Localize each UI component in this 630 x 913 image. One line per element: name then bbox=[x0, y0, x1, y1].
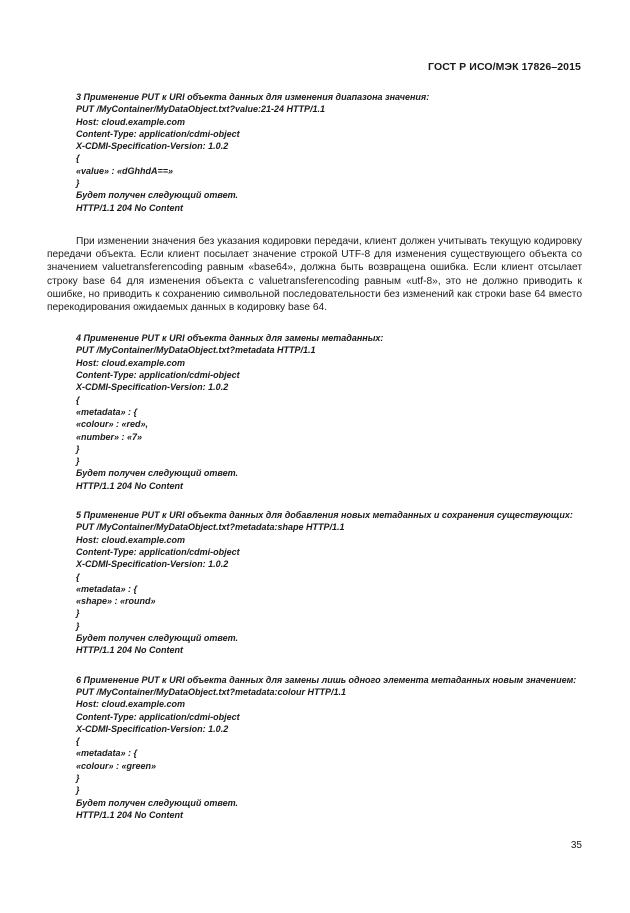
code-line: Content-Type: application/cdmi-object bbox=[76, 128, 240, 139]
example-4 bbox=[47, 332, 582, 492]
code-line: Content-Type: application/cdmi-object bbox=[76, 370, 240, 381]
code-line: HTTP/1.1 204 No Content bbox=[76, 809, 184, 820]
code-line: PUT /MyContainer/MyDataObject.txt?metadata HTTP/1.1 bbox=[76, 345, 316, 356]
code-line: } bbox=[76, 772, 80, 783]
code-line: «shape» : «round» bbox=[76, 596, 156, 607]
code-line: Будет получен следующий ответ. bbox=[76, 468, 238, 479]
code-line: «number» : «7» bbox=[76, 431, 143, 442]
code-line: X-CDMI-Specification-Version: 1.0.2 bbox=[76, 382, 229, 393]
code-line: Будет получен следующий ответ. bbox=[76, 633, 238, 644]
code-line: HTTP/1.1 204 No Content bbox=[76, 480, 184, 491]
page-content bbox=[47, 91, 582, 838]
code-line: Host: cloud.example.com bbox=[76, 357, 186, 368]
body-paragraph: При изменении значения без указания кодировки передачи, клиент должен учитывать текущую кодировку передачи объекта. Если клиент посылает значение строкой UTF-8 для изменения существующего объекта со значением valuetransferencoding равным «base64», должна быть возвращена ошибка. Если клиент отсылает строку base 64 для изменения объекта с valuetransferencoding равным «utf-8», это не должно приводить к ошибке, но приводить к сохранению символьной последовательности без изменений как строки base 64 вместо перекодирования ожидаемых данных в кодировку base 64. bbox=[47, 235, 582, 313]
example-heading: 3 Применение PUT к URI объекта данных для изменения диапазона значения: bbox=[76, 92, 430, 102]
code-line: } bbox=[76, 785, 80, 796]
code-line: { bbox=[76, 571, 80, 582]
page-number: 35 bbox=[570, 840, 582, 851]
code-line: } bbox=[76, 620, 80, 631]
code-line: X-CDMI-Specification-Version: 1.0.2 bbox=[76, 141, 229, 152]
example-6 bbox=[47, 674, 582, 822]
code-line: { bbox=[76, 394, 80, 405]
example-heading: 5 Применение PUT к URI объекта данных для добавления новых метаданных и сохранения существующих: bbox=[76, 510, 573, 521]
code-line: } bbox=[76, 608, 80, 619]
code-line: } bbox=[76, 178, 80, 189]
example-5 bbox=[47, 509, 582, 657]
code-line: { bbox=[76, 736, 80, 747]
code-line: PUT /MyContainer/MyDataObject.txt?metadata:colour HTTP/1.1 bbox=[76, 686, 347, 697]
code-line: «metadata» : { bbox=[76, 748, 138, 759]
code-line: X-CDMI-Specification-Version: 1.0.2 bbox=[76, 723, 229, 734]
code-line: «metadata» : { bbox=[76, 406, 138, 417]
document-header: ГОСТ Р ИСО/МЭК 17826–2015 bbox=[428, 61, 581, 73]
code-line: «colour» : «red», bbox=[76, 419, 149, 430]
code-line: Host: cloud.example.com bbox=[76, 699, 186, 710]
code-line: PUT /MyContainer/MyDataObject.txt?metadata:shape HTTP/1.1 bbox=[76, 522, 345, 533]
code-line: } bbox=[76, 443, 80, 454]
example-3 bbox=[47, 91, 582, 214]
code-line: «metadata» : { bbox=[76, 583, 138, 594]
code-line: «colour» : «green» bbox=[76, 760, 157, 771]
code-line: PUT /MyContainer/MyDataObject.txt?value:21-24 HTTP/1.1 bbox=[76, 104, 326, 115]
code-line: Будет получен следующий ответ. bbox=[76, 797, 238, 808]
code-line: X-CDMI-Specification-Version: 1.0.2 bbox=[76, 559, 229, 570]
code-line: Будет получен следующий ответ. bbox=[76, 190, 238, 201]
code-line: Content-Type: application/cdmi-object bbox=[76, 546, 240, 557]
code-line: HTTP/1.1 204 No Content bbox=[76, 645, 184, 656]
example-heading: 4 Применение PUT к URI объекта данных для замены метаданных: bbox=[76, 333, 384, 344]
code-line: { bbox=[76, 153, 80, 164]
code-line: Host: cloud.example.com bbox=[76, 116, 186, 127]
code-line: HTTP/1.1 204 No Content bbox=[76, 202, 184, 213]
code-line: «value» : «dGhhdA==» bbox=[76, 165, 174, 176]
code-line: } bbox=[76, 456, 80, 467]
code-line: Content-Type: application/cdmi-object bbox=[76, 711, 240, 722]
example-heading: 6 Применение PUT к URI объекта данных для замены лишь одного элемента метаданных новым значением: bbox=[76, 674, 577, 685]
code-line: Host: cloud.example.com bbox=[76, 534, 186, 545]
